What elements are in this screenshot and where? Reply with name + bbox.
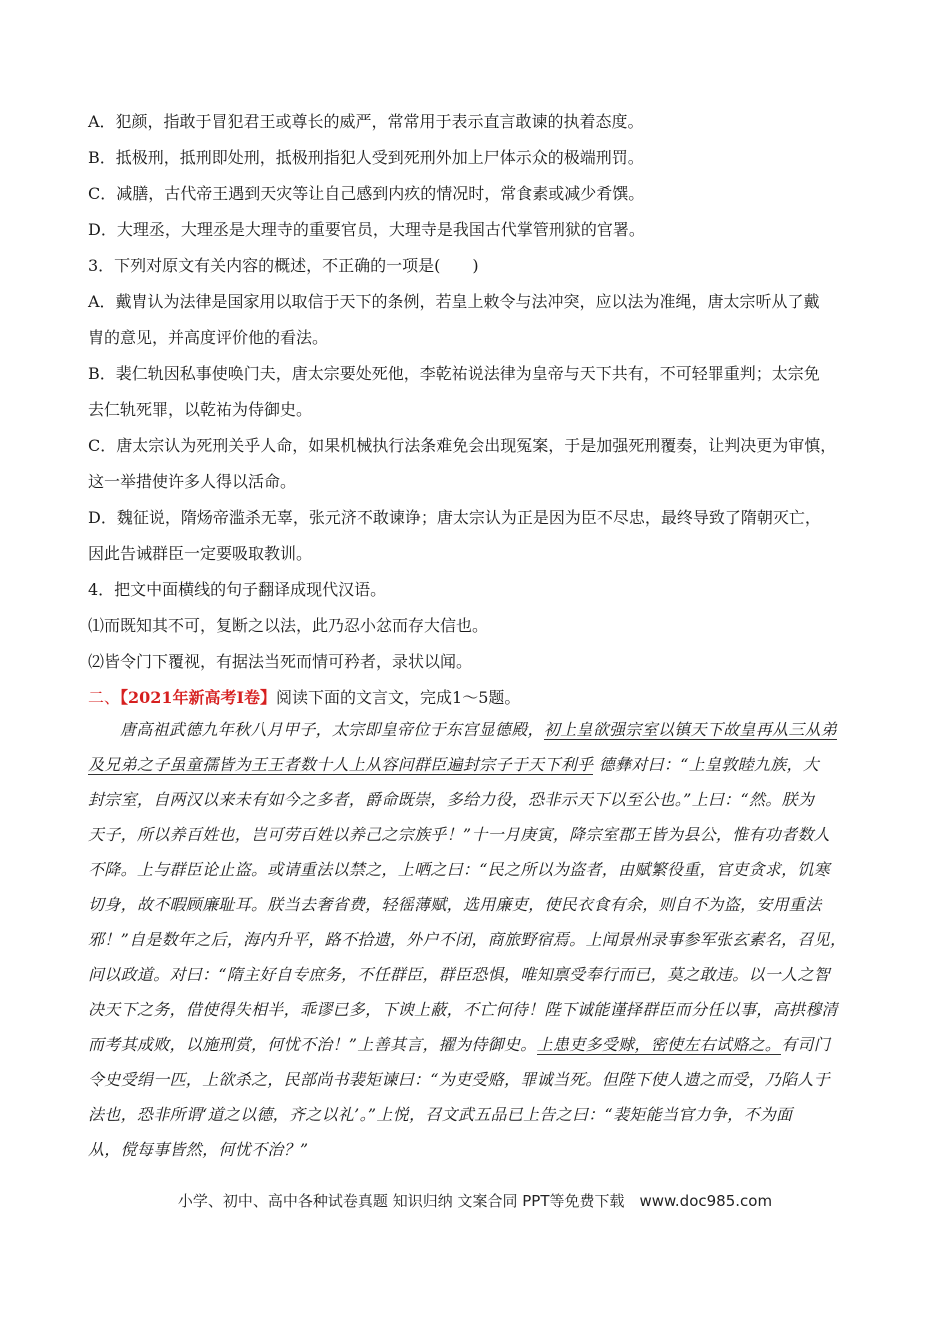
q3-option-b-line2: 去仁轨死罪，以乾祐为侍御史。 <box>88 400 313 419</box>
page-footer: 小学、初中、高中各种试卷真题 知识归纳 文案合同 PPT等免费下载 www.doc985.com <box>177 1192 773 1210</box>
q4-sentence-1: ⑴而既知其不可，复断之以法，此乃忍小忿而存大信也。 <box>88 616 489 635</box>
passage-line: 令史受绢一匹，上欲杀之，民部尚书裴矩谏曰：“为吏受赂，罪诚当死。但陛下使人遗之而受，乃陷人于 <box>88 1070 830 1089</box>
passage-line <box>88 755 868 775</box>
section-heading <box>88 688 868 708</box>
q3-stem: 3．下列对原文有关内容的概述，不正确的一项是( ) <box>88 256 479 275</box>
q3-option-d-line1: D．魏征说，隋炀帝滥杀无辜，张元济不敢谏诤；唐太宗认为正是因为臣不尽忠，最终导致了隋朝灭亡， <box>88 508 821 527</box>
q3-option-d-line2: 因此告诫群臣一定要吸取教训。 <box>88 544 313 563</box>
q3-option-a-line2: 胄的意见，并高度评价他的看法。 <box>88 328 329 347</box>
passage-line: 决天下之务，借使得失相半，乖谬已多，下谀上蔽，不亡何待！陛下诚能谨择群臣而分任以事，高拱穆清 <box>88 1000 838 1019</box>
passage-line: 法也，恐非所谓‘道之以德，齐之以礼’。”上悦，召文武五品已上告之曰：“裴矩能当官力争，不为面 <box>88 1105 793 1124</box>
q3-option-a-line1: A．戴胄认为法律是国家用以取信于天下的条例，若皇上敕令与法冲突，应以法为准绳，唐太宗听从了戴 <box>88 292 820 311</box>
exam-page <box>88 112 868 1175</box>
passage-text: 而考其成败，以施刑赏，何忧不治！”上善其言，擢为侍御史。 <box>88 1035 537 1054</box>
passage-text: 德彝对曰：“上皇敦睦九族，大 <box>598 755 820 774</box>
q3-option-b-line1: B．裴仁轨因私事使唤门夫，唐太宗要处死他，李乾祐说法律为皇帝与天下共有，不可轻罪重判；太宗免 <box>88 364 820 383</box>
passage-text: 唐高祖武德九年秋八月甲子，太宗即皇帝位于东宫显德殿， <box>120 720 544 739</box>
passage-line <box>88 720 868 740</box>
passage-line: 问以政道。对曰：“隋主好自专庶务，不任群臣，群臣恐惧，唯知禀受奉行而已，莫之敢违。以一人之智 <box>88 965 830 984</box>
underlined-sentence: 及兄弟之子虽童孺皆为王王者数十人上从容问群臣遍封宗子于天下利乎 <box>88 755 594 774</box>
underlined-sentence: 上患吏多受赇，密使左右试赂之。 <box>536 1035 782 1054</box>
q2-option-d: D．大理丞，大理丞是大理寺的重要官员，大理寺是我国古代掌管刑狱的官署。 <box>88 220 645 239</box>
passage-line: 封宗室，自两汉以来未有如今之多者，爵命既崇，多给力役，恐非示天下以至公也。”上曰：“然。朕为 <box>88 790 815 809</box>
q2-option-b: B．抵极刑，抵刑即处刑，抵极刑指犯人受到死刑外加上尸体示众的极端刑罚。 <box>88 148 644 167</box>
q3-option-c-line1: C．唐太宗认为死刑关乎人命，如果机械执行法条难免会出现冤案，于是加强死刑覆奏，让判决更为审慎， <box>88 436 837 455</box>
underlined-sentence: 初上皇欲强宗室以镇天下故皇再从三从弟 <box>543 720 838 739</box>
passage-line: 切身，故不暇顾廉耻耳。朕当去奢省费，轻徭薄赋，选用廉吏，使民衣食有余，则自不为盗，安用重法 <box>88 895 822 914</box>
passage-line: 不降。上与群臣论止盗。或请重法以禁之，上哂之曰：“民之所以为盗者，由赋繁役重，官吏贪求，饥寒 <box>88 860 830 879</box>
classical-passage <box>88 720 868 1160</box>
section-source-tag: 【2021年新高考Ⅰ卷】 <box>120 688 277 707</box>
passage-line <box>88 1035 868 1055</box>
passage-line: 从，傥每事皆然，何忧不治？” <box>88 1140 309 1159</box>
section-instruction: 阅读下面的文言文，完成1～5题。 <box>276 688 521 707</box>
passage-line: 天子，所以养百姓也，岂可劳百姓以养己之宗族乎！”十一月庚寅，降宗室郡王皆为县公，惟有功者数人 <box>88 825 830 844</box>
q3-option-c-line2: 这一举措使许多人得以活命。 <box>88 472 297 491</box>
q2-option-c: C．减膳，古代帝王遇到天灾等让自己感到内疚的情况时，常食素或减少肴馔。 <box>88 184 645 203</box>
passage-line: 邪！”自是数年之后，海内升平，路不拾遗，外户不闭，商旅野宿焉。上闻景州录事参军张玄素名，召见， <box>88 930 847 949</box>
q2-option-a: A．犯颜，指敢于冒犯君王或尊长的威严，常常用于表示直言敢谏的执着态度。 <box>88 112 644 131</box>
q4-stem: 4．把文中面横线的句子翻译成现代汉语。 <box>88 580 387 599</box>
section-number: 二、 <box>88 688 121 707</box>
passage-text: 有司门 <box>781 1035 831 1054</box>
q4-sentence-2: ⑵皆令门下覆视，有据法当死而情可矜者，录状以闻。 <box>88 652 473 671</box>
